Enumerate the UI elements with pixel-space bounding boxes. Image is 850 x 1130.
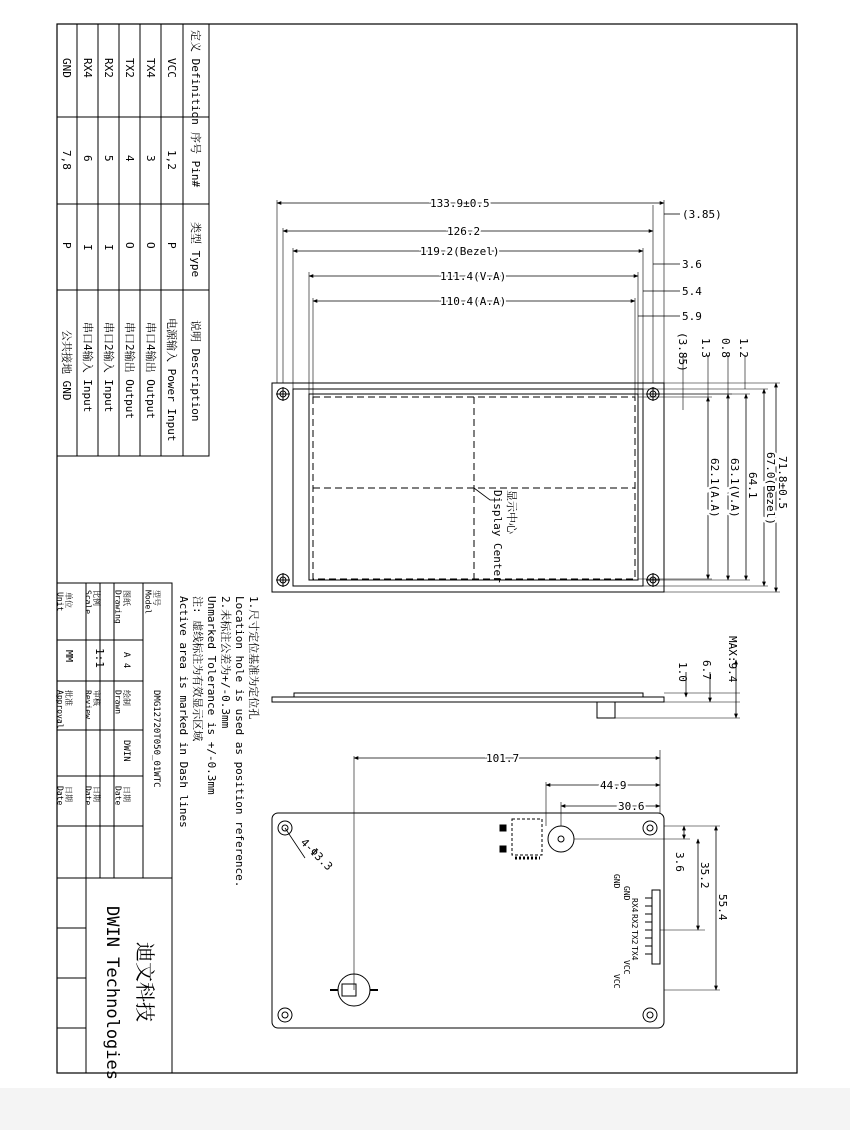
drawing-label: 图纸Drawing xyxy=(113,590,131,624)
cell-description: 串口4输入 Input xyxy=(81,322,94,413)
drawing-border xyxy=(57,24,797,1073)
dim-label: 44.9 xyxy=(600,779,627,792)
display-center-label-en: Display Center xyxy=(491,490,504,583)
note-line: 1.尺寸定位基准为定位孔 xyxy=(247,596,260,720)
dim-label: 71.8±0.5 xyxy=(776,456,789,509)
cell-pin: 5 xyxy=(102,155,115,162)
cell-definition: RX4 xyxy=(81,58,94,78)
dim-label: (3.85) xyxy=(682,208,722,221)
connector-pin-label: RX4 xyxy=(630,898,639,913)
scale-label: 比例Scale xyxy=(83,590,101,615)
dim-label: 1.3 xyxy=(699,338,712,358)
cell-type: P xyxy=(60,242,73,249)
header-type: 类型 Type xyxy=(189,222,202,278)
company-name-en: DWIN Technologies xyxy=(102,906,122,1080)
unit-label: 单位Unit xyxy=(55,592,73,612)
note-line: 注: 虚线标注为有效显示区域 xyxy=(191,596,204,742)
front-view xyxy=(272,200,780,592)
review-label: 审核Review xyxy=(83,690,101,719)
dim-label: 119.2(Bezel) xyxy=(420,245,500,258)
dim-label: 64.1 xyxy=(746,472,759,499)
model-value: DMG12720T050_01WTC xyxy=(151,690,161,788)
display-center-label-cn: 显示中心 xyxy=(505,490,518,534)
dim-label: 6.7 xyxy=(700,660,713,680)
cell-pin: 4 xyxy=(123,155,136,162)
cell-type: O xyxy=(123,242,136,249)
cell-description: 电源输入 Power Input xyxy=(165,318,178,442)
cell-type: I xyxy=(102,244,115,251)
pin-table-text xyxy=(60,30,203,441)
header-description: 说明 Description xyxy=(189,320,202,422)
drawn-value: DWIN xyxy=(121,740,131,762)
mounting-hole xyxy=(276,573,290,587)
side-panel xyxy=(294,693,643,697)
buzzer-component xyxy=(548,826,574,852)
header-definition: 定义 Definition xyxy=(189,30,202,125)
connector-pin-label: GND xyxy=(612,874,621,889)
pcb-outline xyxy=(272,813,664,1028)
date-label-3: 日期Date xyxy=(55,786,73,806)
cell-definition: TX2 xyxy=(123,58,136,78)
cell-type: O xyxy=(144,242,157,249)
cell-description: 串口2输出 Output xyxy=(123,322,136,419)
ffc-connector xyxy=(645,890,660,964)
cell-pin: 6 xyxy=(81,155,94,162)
dim-label: 55.4 xyxy=(716,894,729,921)
cell-definition: RX2 xyxy=(102,58,115,78)
dim-label: (3.85) xyxy=(676,332,689,372)
date-label: 日期Date xyxy=(113,786,131,806)
dim-label: 0.8 xyxy=(719,338,732,358)
note-line: Location hole is used as position reference. xyxy=(233,596,246,888)
side-connector xyxy=(597,702,615,718)
drawing-value: A 4 xyxy=(121,652,131,669)
approval-label: 批准Approval xyxy=(55,690,73,729)
cell-type: I xyxy=(81,244,94,251)
dim-label: 35.2 xyxy=(698,862,711,889)
model-label: 型号Model xyxy=(143,590,161,615)
mounting-hole xyxy=(643,821,657,835)
scale-value: 1:1 xyxy=(93,648,106,668)
dim-label: 1.0 xyxy=(676,662,689,682)
connector-pin-label: TX2 xyxy=(630,930,639,945)
connector-pin-label: TX4 xyxy=(630,946,639,961)
date-label-2: 日期Date xyxy=(83,786,101,806)
cell-pin: 3 xyxy=(144,155,157,162)
dim-label: MAX:9.4 xyxy=(726,636,739,683)
usb-connector xyxy=(500,819,542,858)
dim-label: 63.1(V.A) xyxy=(728,458,741,518)
back-view xyxy=(272,750,720,1028)
dim-label: 126.2 xyxy=(447,225,481,238)
unit-value: MM xyxy=(63,650,74,663)
dim-label: 133.9±0.5 xyxy=(430,197,490,210)
page-footer-band xyxy=(0,1088,850,1130)
cell-type: P xyxy=(165,242,178,249)
dim-label: 1.2 xyxy=(737,338,750,358)
company-name-cn: 迪文科技 xyxy=(133,942,157,1022)
cell-description: 串口2输入 Input xyxy=(102,322,115,413)
dim-label: 30.6 xyxy=(618,800,645,813)
dim-label: 110.4(A.A) xyxy=(440,295,507,308)
mounting-hole xyxy=(278,1008,292,1022)
hole-callout: 4-Φ3.3 xyxy=(297,835,336,874)
header-pin: 序号 Pin# xyxy=(189,132,202,188)
side-view-labels xyxy=(676,636,739,683)
dim-label: 111.4(V.A) xyxy=(440,270,507,283)
dim-label: 5.4 xyxy=(682,285,702,298)
dim-label: 3.6 xyxy=(673,852,686,872)
side-view xyxy=(272,660,740,718)
connector-pin-label: VCC xyxy=(622,960,631,975)
connector-pin-label: GND xyxy=(622,886,631,901)
drawn-label: 绘制Drawn xyxy=(113,690,131,715)
title-block-text xyxy=(56,590,162,1080)
mounting-hole xyxy=(276,387,290,401)
dim-label: 62.1(A.A) xyxy=(708,458,721,518)
dim-label: 5.9 xyxy=(682,310,702,323)
connector-pin-label: RX2 xyxy=(630,914,639,929)
note-line: Active area is marked in Dash lines xyxy=(177,596,190,828)
front-view-labels xyxy=(420,197,789,583)
cell-description: 串口4输出 Output xyxy=(144,322,157,419)
cell-pin: 7,8 xyxy=(60,150,73,170)
cell-pin: 1,2 xyxy=(165,150,178,170)
cell-description: 公共接地 GND xyxy=(60,330,73,401)
cell-definition: VCC xyxy=(165,58,178,78)
dim-label: 67.0(Bezel) xyxy=(764,452,777,525)
notes xyxy=(177,596,261,887)
dim-label: 101.7 xyxy=(486,752,520,765)
note-line: Unmarked Tolerance is +/-0.3mm xyxy=(205,596,218,795)
mounting-hole xyxy=(643,1008,657,1022)
connector-pin-label: VCC xyxy=(612,974,621,989)
side-pcb xyxy=(272,697,664,702)
note-line: 2.未标注公差为+/-0.3mm xyxy=(219,596,232,729)
cell-definition: GND xyxy=(60,58,73,78)
dim-label: 3.6 xyxy=(682,258,702,271)
cell-definition: TX4 xyxy=(144,58,157,78)
